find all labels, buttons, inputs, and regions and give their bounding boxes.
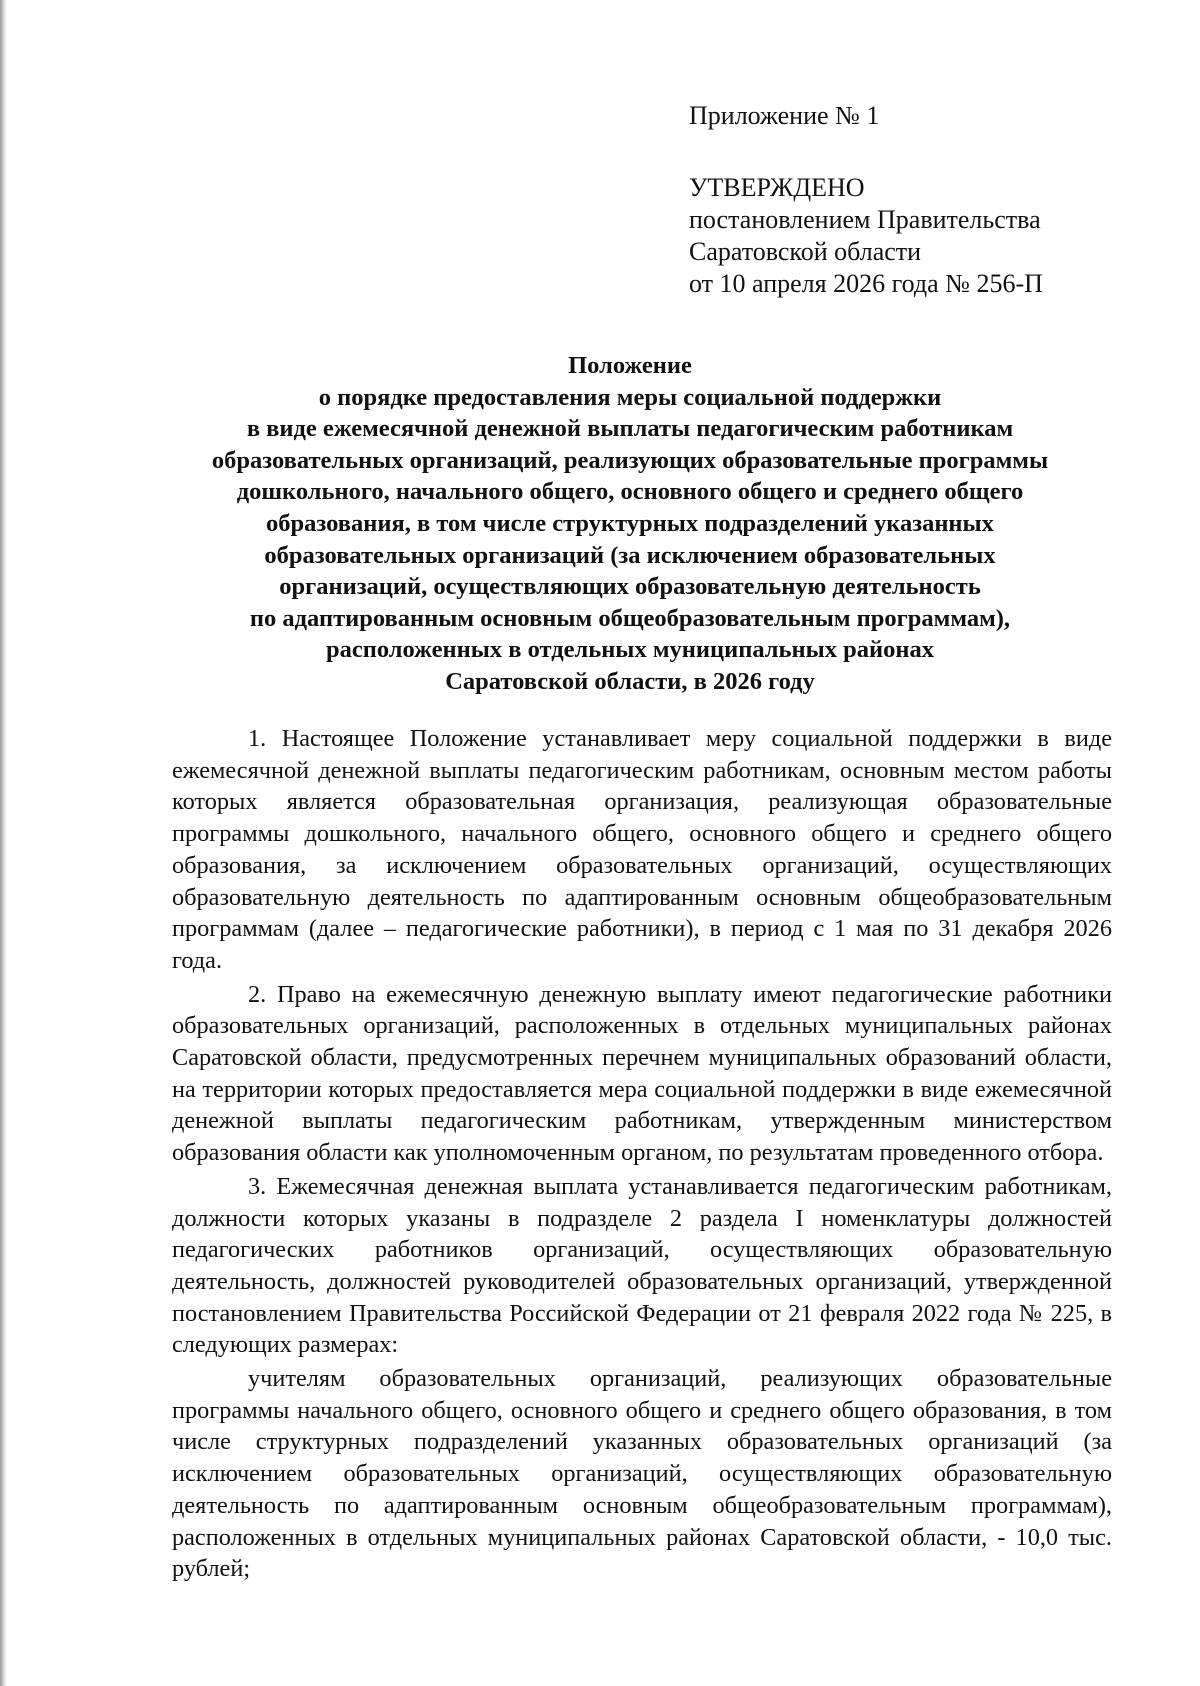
title-line: организаций, осуществляющих образовательную деятельность bbox=[279, 573, 981, 601]
annex-number: Приложение № 1 bbox=[689, 101, 880, 130]
title-heading: Положение bbox=[568, 352, 692, 379]
paragraph-2: 2. Право на ежемесячную денежную выплату имеют педагогические работники образовательных организаций, расположенных в отдельных муниципальных районах Саратовской области, предусмотренных перечнем муниципальных образований области, на территории которых предоставляется мера социальной поддержки в виде ежемесячной денежной выплаты педагогическим работникам, утвержденным министерством образования области как уполномоченным органом, по результатам проведенного отбора. bbox=[172, 980, 1112, 1167]
document-title bbox=[160, 350, 1100, 698]
paragraph-3: 3. Ежемесячная денежная выплата устанавливается педагогическим работникам, должности которых указаны в подразделе 2 раздела I номенклатуры должностей педагогических работников организаций, осуществляющих образовательную деятельность, должностей руководителей образовательных организаций, утвержденной постановлением Правительства Российской Федерации от 21 февраля 2022 года № 225, в следующих размерах: bbox=[172, 1172, 1112, 1359]
title-line: дошкольного, начального общего, основного общего и среднего общего bbox=[236, 478, 1024, 506]
approved-stamp-text: УТВЕРЖДЕНО bbox=[689, 173, 865, 202]
title-line: Саратовской области, в 2026 году bbox=[445, 667, 815, 695]
approval-line-2: Саратовской области bbox=[689, 237, 922, 266]
document-body bbox=[172, 723, 1112, 1585]
title-line: образования, в том числе структурных подразделений указанных bbox=[266, 509, 994, 537]
paragraph-4: учителям образовательных организаций, реализующих образовательные программы начального общего, основного общего и среднего общего образования, в том числе структурных подразделений указанных образовательных организаций (за исключением образовательных организаций, осуществляющих образовательную деятельность по адаптированным основным общеобразовательным программам), расположенных в отдельных муниципальных районах Саратовской области, - 10,0 тыс. рублей; bbox=[172, 1365, 1112, 1583]
title-line: расположенных в отдельных муниципальных районах bbox=[326, 636, 934, 664]
approval-header bbox=[689, 100, 1129, 300]
title-line: образовательных организаций (за исключением образовательных bbox=[264, 541, 996, 569]
paragraph-1: 1. Настоящее Положение устанавливает меру социальной поддержки в виде ежемесячной денежной выплаты педагогическим работникам, основным местом работы которых является образовательная организация, реализующая образовательные программы дошкольного, начального общего, основного общего и среднего общего образования, за исключением образовательных организаций, осуществляющих образовательную деятельность по адаптированным основным общеобразовательным программам (далее – педагогические работники), в период с 1 мая по 31 декабря 2026 года. bbox=[172, 725, 1112, 974]
title-line: о порядке предоставления меры социальной поддержки bbox=[318, 383, 942, 411]
scan-edge bbox=[0, 0, 7, 1686]
title-line: в виде ежемесячной денежной выплаты педагогическим работникам bbox=[246, 415, 1014, 443]
approval-line-1: постановлением Правительства bbox=[689, 205, 1041, 234]
title-line: образовательных организаций, реализующих образовательные программы bbox=[211, 446, 1049, 474]
approval-line-3: от 10 апреля 2026 года № 256-П bbox=[689, 269, 1043, 298]
title-line: по адаптированным основным общеобразовательным программам), bbox=[249, 604, 1011, 632]
